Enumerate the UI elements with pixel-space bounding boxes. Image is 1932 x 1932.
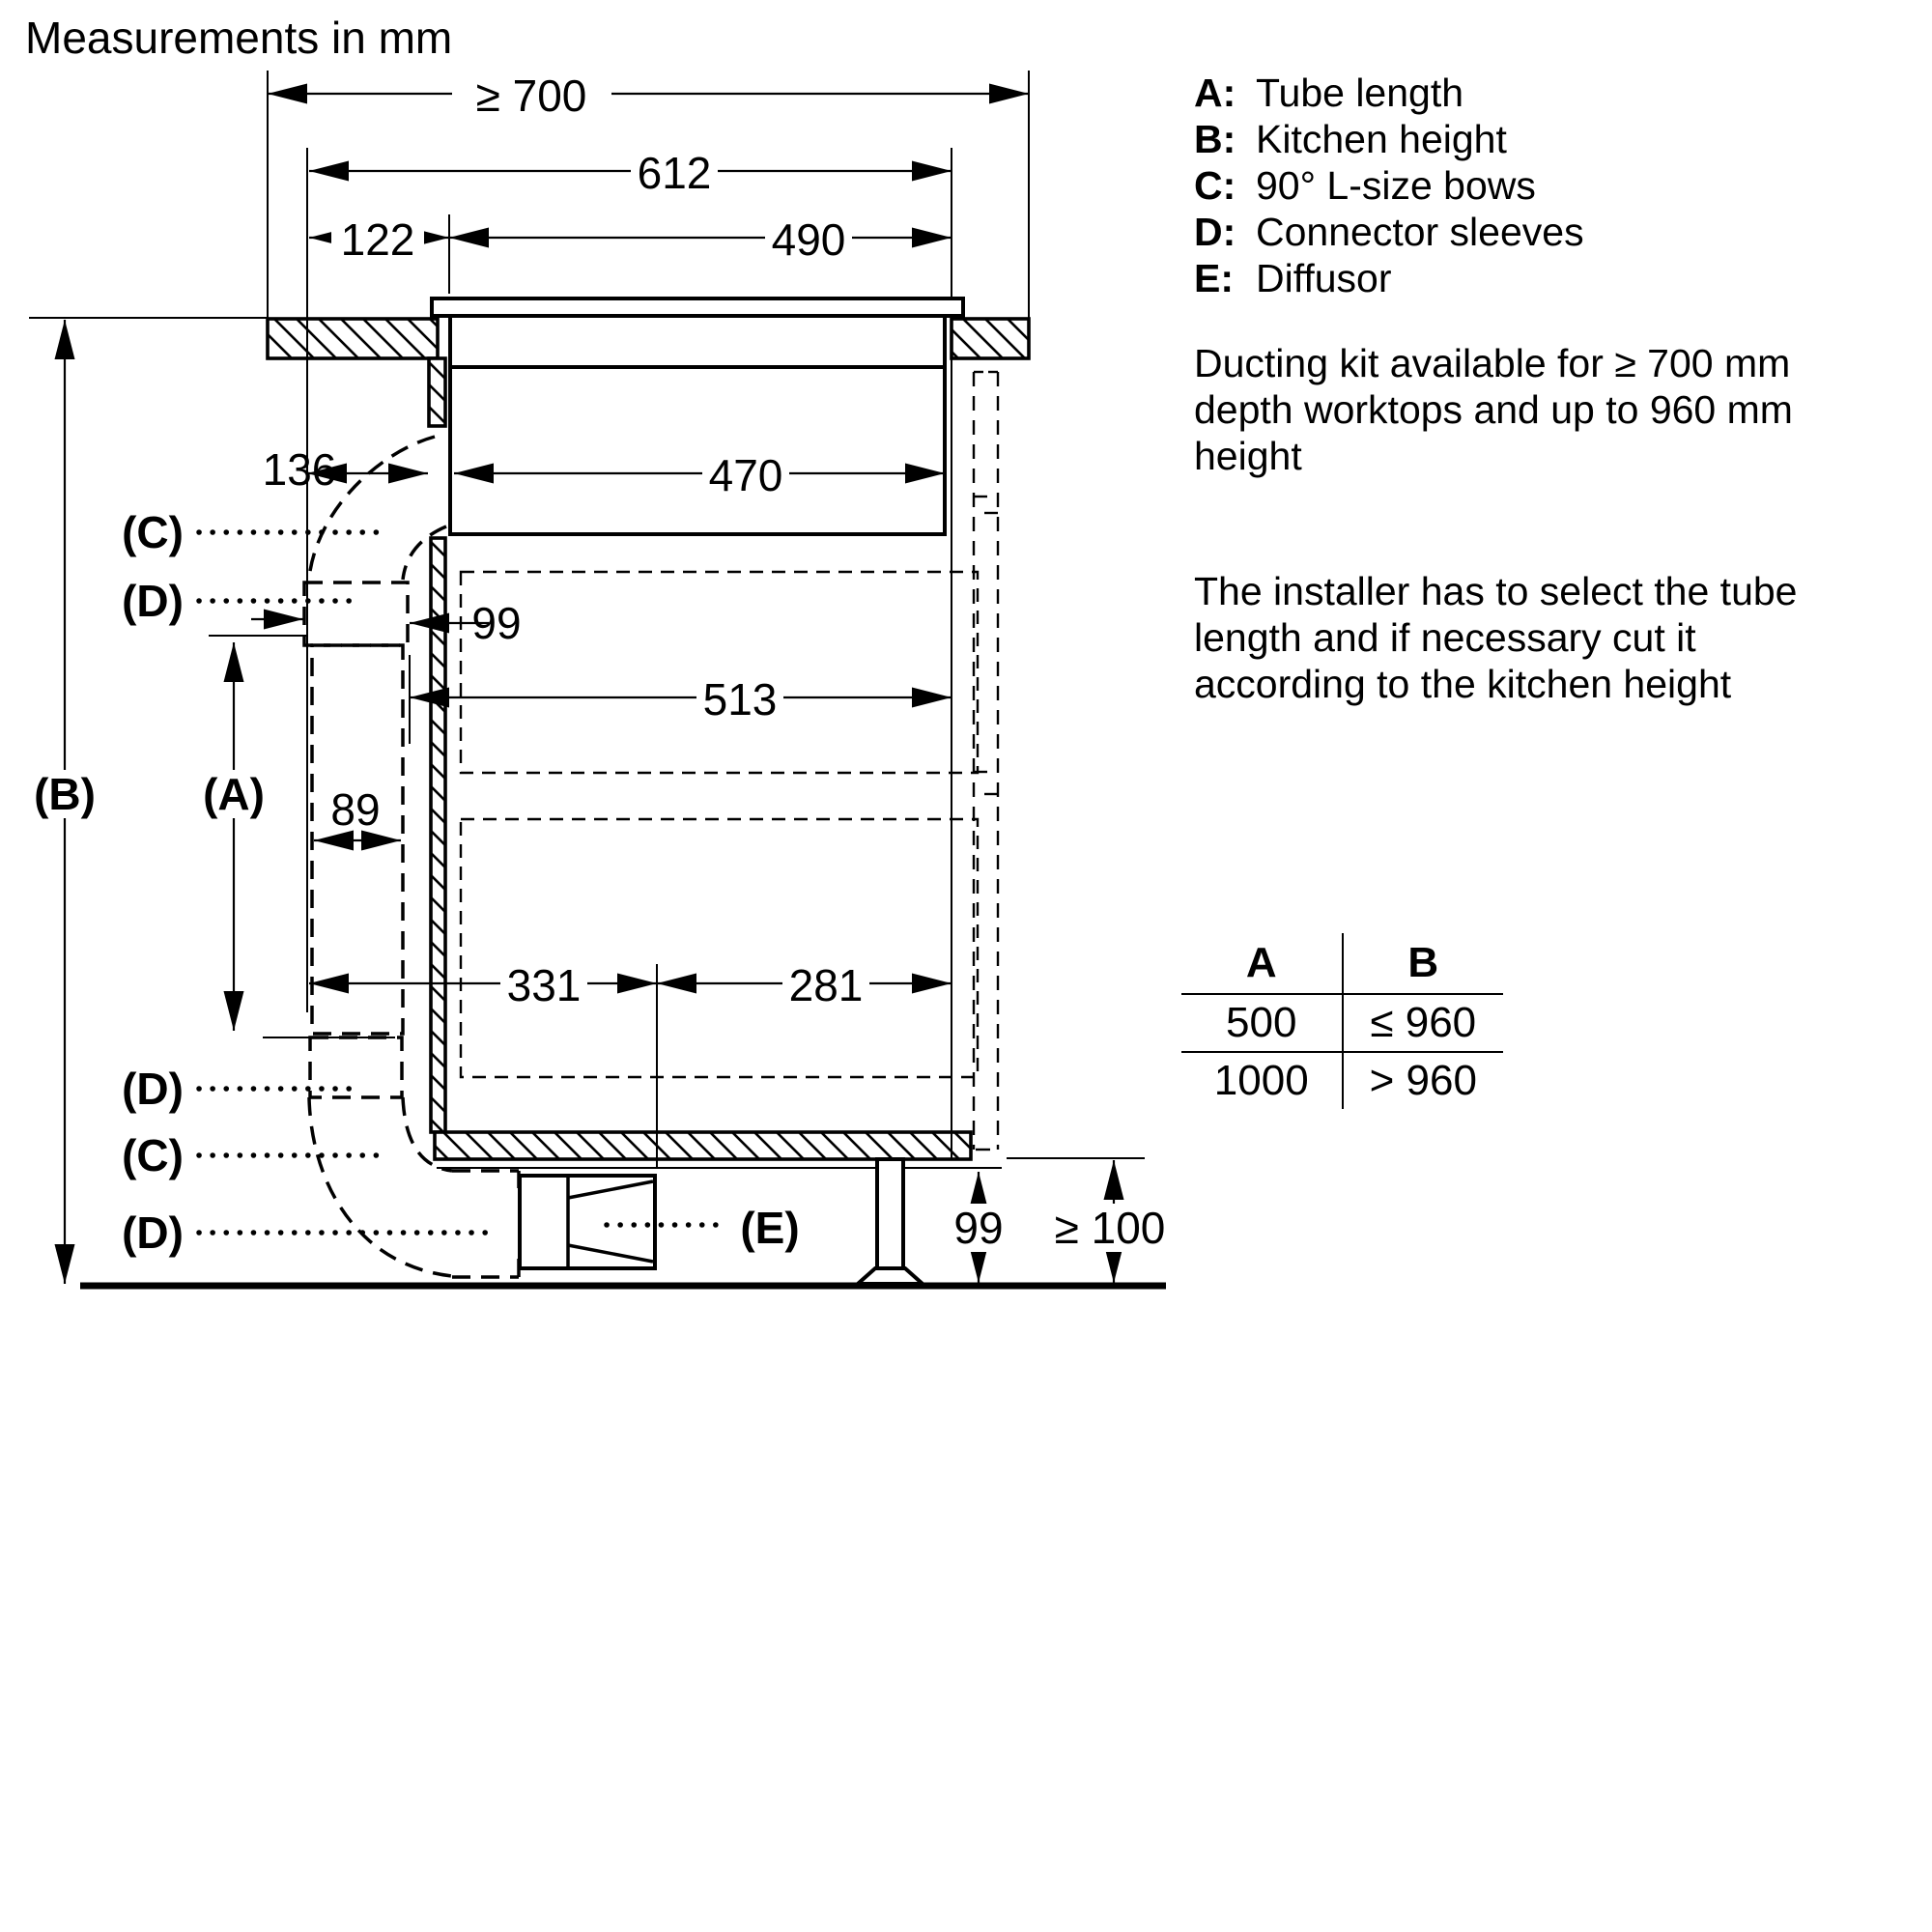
legend (1194, 70, 1584, 301)
hob-body (450, 316, 945, 534)
dim-worktop-depth: ≥ 700 (475, 71, 587, 121)
hob-top-plate (432, 298, 963, 316)
cabinet-drawer-box-lower (461, 819, 978, 1077)
note-ducting-line-2: depth worktops and up to 960 mm (1194, 387, 1793, 432)
legend-item-d (1194, 209, 1584, 255)
note-ducting-line-1: Ducting kit available for ≥ 700 mm (1194, 341, 1791, 385)
cabinet-drawer-box-upper (461, 572, 978, 773)
note-installer-line-2: length and if necessary cut it (1194, 615, 1696, 660)
table-row (1181, 1052, 1503, 1109)
legend-key-b: B: (1194, 117, 1236, 161)
dim-plinth-height: 99 (953, 1203, 1004, 1253)
diffusor (520, 1176, 655, 1268)
note-installer (1194, 568, 1797, 707)
worktop-right-slab (952, 319, 1029, 358)
label-sleeve-mid: (D) (122, 1064, 184, 1114)
foot-base (858, 1268, 923, 1284)
dim-duct-gap: 99 (471, 598, 522, 648)
dimensions (26, 70, 1179, 1284)
legend-key-d: D: (1194, 210, 1236, 254)
label-tube-a: (A) (203, 769, 265, 819)
table-header-row (1181, 933, 1503, 994)
foot-stem (877, 1159, 903, 1268)
dim-floor-clearance: ≥ 100 (1054, 1203, 1166, 1253)
label-bow-top: (C) (122, 507, 184, 557)
cabinet-foot (858, 1159, 923, 1284)
table-cell-b1: ≤ 960 (1343, 994, 1504, 1052)
connector-sleeve-top (304, 582, 408, 645)
note-installer-line-1: The installer has to select the tube (1194, 569, 1798, 613)
label-diffusor: (E) (740, 1203, 800, 1253)
dim-hob-body-width: 470 (708, 450, 783, 500)
rear-duct-channel (974, 372, 998, 1150)
dim-tube-width: 89 (330, 784, 381, 835)
hob-mounting-stub (429, 358, 445, 426)
diffusor-housing (520, 1176, 655, 1268)
legend-key-c: C: (1194, 163, 1236, 208)
legend-key-a: A: (1194, 71, 1236, 115)
legend-label-c: 90° L-size bows (1256, 163, 1536, 208)
legend-item-b (1194, 116, 1584, 162)
legend-item-c (1194, 162, 1584, 209)
table-header-b: B (1343, 933, 1504, 994)
dim-bottom-right: 281 (788, 960, 864, 1010)
dim-duct-offset: 136 (262, 444, 337, 495)
note-installer-line-3: according to the kitchen height (1194, 662, 1732, 706)
dim-hob-right-width: 490 (771, 214, 846, 265)
label-sleeve-bottom: (D) (122, 1208, 184, 1258)
note-ducting-line-3: height (1194, 434, 1302, 478)
tube-length-table (1181, 933, 1503, 1109)
legend-label-a: Tube length (1256, 71, 1464, 115)
table-cell-a1: 500 (1181, 994, 1343, 1052)
legend-item-e (1194, 255, 1584, 301)
legend-key-e: E: (1194, 256, 1234, 300)
legend-item-a (1194, 70, 1584, 116)
cabinet-side-wall (431, 538, 445, 1132)
label-kitchen-b: (B) (34, 769, 96, 819)
cabinet-bottom-panel (435, 1132, 971, 1159)
label-sleeve-top: (D) (122, 576, 184, 626)
label-bow-bottom: (C) (122, 1130, 184, 1180)
dim-cabinet-depth: 513 (702, 674, 778, 724)
dim-bottom-left: 331 (506, 960, 582, 1010)
hob-section (429, 298, 963, 534)
dim-hob-total-width: 612 (637, 148, 712, 198)
page-title: Measurements in mm (25, 13, 453, 63)
note-ducting-kit (1194, 340, 1793, 479)
legend-label-b: Kitchen height (1256, 117, 1507, 161)
table-header-a: A (1181, 933, 1343, 994)
table-cell-b2: > 960 (1369, 1057, 1477, 1104)
legend-label-d: Connector sleeves (1256, 210, 1584, 254)
worktop-left-slab (268, 319, 438, 358)
table-row (1181, 994, 1503, 1052)
dim-hob-left-offset: 122 (340, 214, 415, 265)
legend-label-e: Diffusor (1256, 256, 1392, 300)
table-cell-a2: 1000 (1181, 1052, 1343, 1109)
